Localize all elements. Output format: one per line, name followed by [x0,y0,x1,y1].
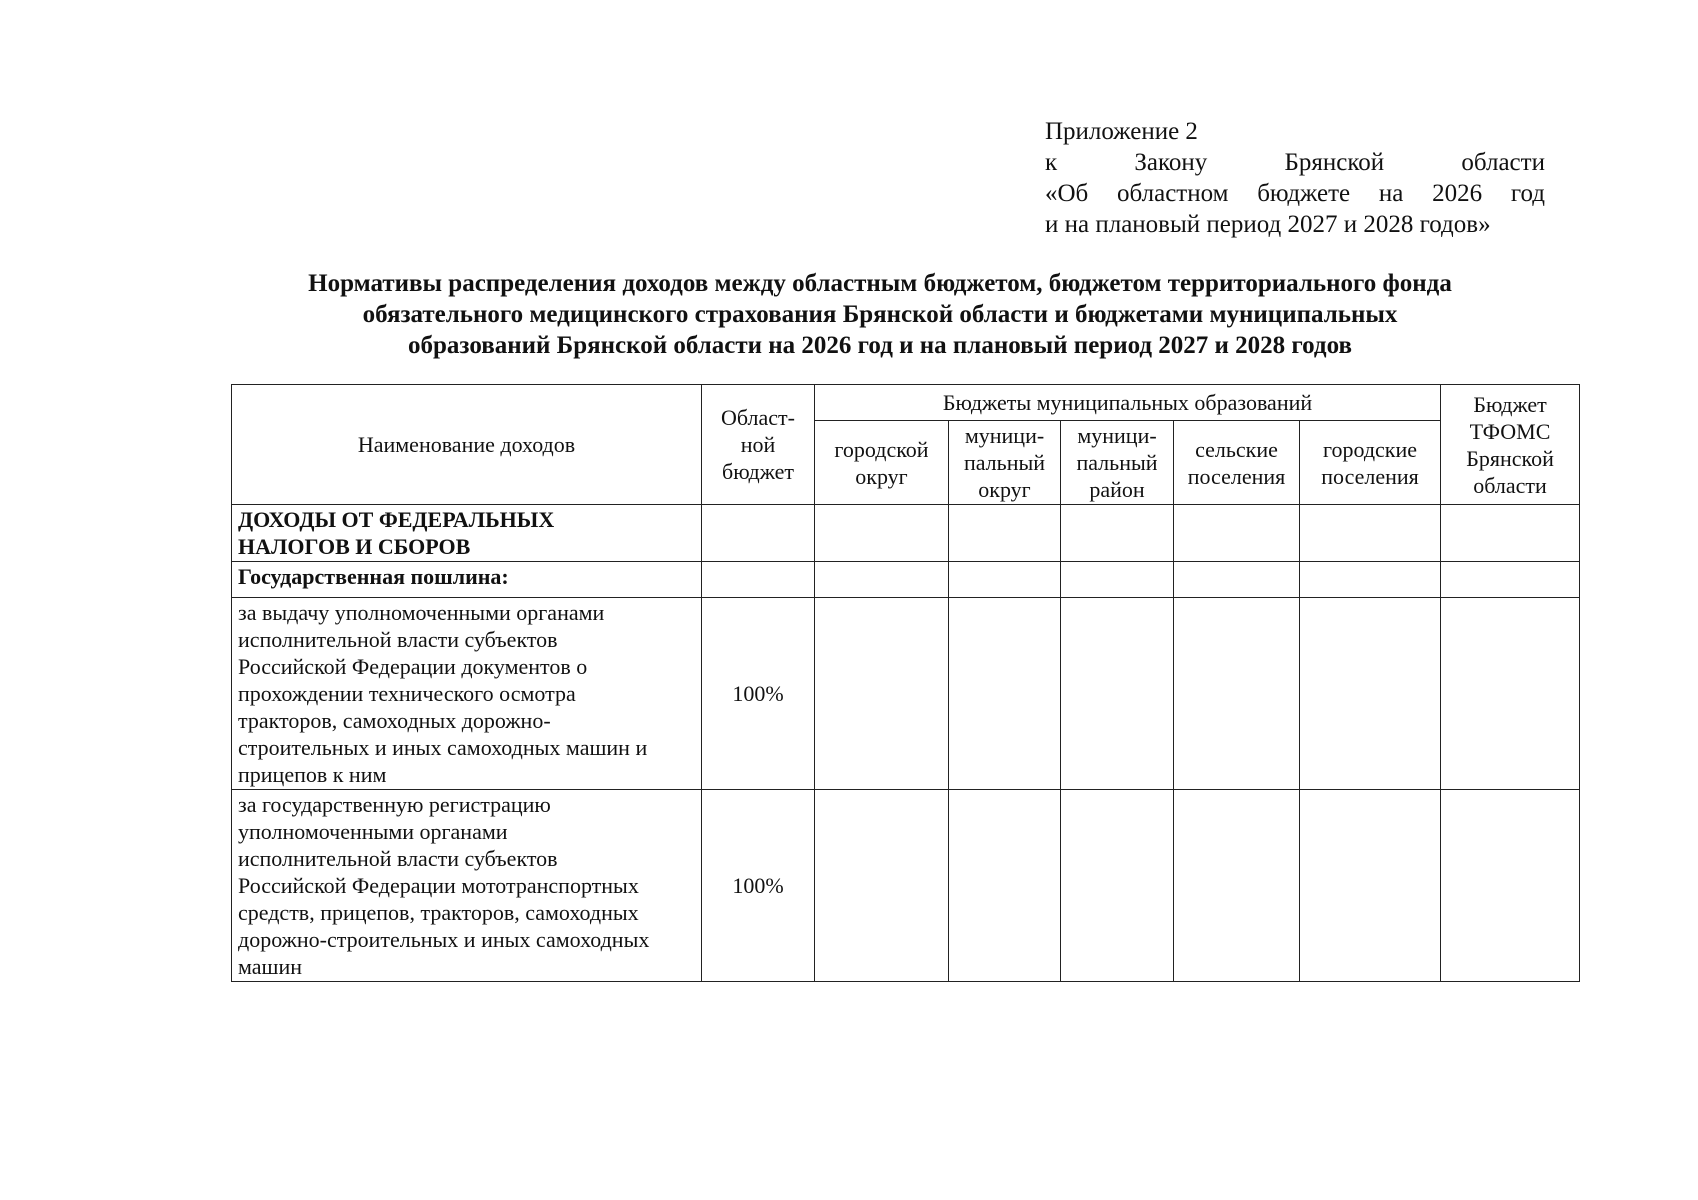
regional-value-cell: 100% [702,790,815,982]
income-name-cell: за государственную регистрацию уполномоченными органами исполнительной власти субъектов Российской Федерации мототранспортных средств, прицепов, тракторов, самоходных дорожно-строительных и иных самоходных машин [232,790,702,982]
municipal-okrug-value-cell [949,505,1061,562]
title-line: обязательного медицинского страхования Брянской области и бюджетами муниципальных [362,301,1398,328]
rural-value-cell [1174,790,1300,982]
header-municipal-budgets: Бюджеты муниципальных образований [815,385,1441,421]
table-header-row [232,385,1580,421]
appendix-word: год [1510,180,1545,207]
header-municipal-raion: муници- пальный район [1061,421,1174,505]
header-city-district: городской округ [815,421,949,505]
revenue-distribution-table [231,384,1580,982]
tfoms-value-cell [1441,598,1580,790]
city-district-value-cell [815,505,949,562]
city-district-value-cell [815,598,949,790]
municipal-raion-value-cell [1061,598,1174,790]
appendix-word: на [1378,180,1404,207]
municipal-okrug-value-cell [949,562,1061,598]
income-name-cell: ДОХОДЫ ОТ ФЕДЕРАЛЬНЫХ НАЛОГОВ И СБОРОВ [232,505,702,562]
header-municipal-okrug: муници- пальный округ [949,421,1061,505]
tfoms-value-cell [1441,505,1580,562]
table-row [232,505,1580,562]
appendix-word: областном [1117,180,1229,207]
title-line: образований Брянской области на 2026 год и на плановый период 2027 и 2028 годов [408,332,1352,359]
income-name-cell: за выдачу уполномоченными органами исполнительной власти субъектов Российской Федерации документов о прохождении технического осмотра тракторов, самоходных дорожно- строительных и иных самоходных машин и прицепов к ним [232,598,702,790]
appendix-header [1045,116,1545,240]
municipal-okrug-value-cell [949,598,1061,790]
table-row [232,562,1580,598]
municipal-raion-value-cell [1061,790,1174,982]
urban-value-cell [1300,790,1441,982]
header-regional-budget: Област- ной бюджет [702,385,815,505]
rural-value-cell [1174,562,1300,598]
appendix-law-line [1045,147,1545,178]
municipal-raion-value-cell [1061,505,1174,562]
regional-value-cell: 100% [702,598,815,790]
appendix-word: бюджете [1257,180,1351,207]
appendix-law-title-line [1045,178,1545,209]
header-income-name: Наименование доходов [232,385,702,505]
header-tfoms-budget: Бюджет ТФОМС Брянской области [1441,385,1580,505]
appendix-word: Брянской [1284,149,1385,176]
municipal-okrug-value-cell [949,790,1061,982]
income-name-cell: Государственная пошлина: [232,562,702,598]
municipal-raion-value-cell [1061,562,1174,598]
urban-value-cell [1300,505,1441,562]
urban-value-cell [1300,598,1441,790]
appendix-word: 2026 [1432,180,1483,207]
appendix-number: Приложение 2 [1045,118,1198,145]
appendix-word: Закону [1134,149,1208,176]
rural-value-cell [1174,505,1300,562]
appendix-law-period-line: и на плановый период 2027 и 2028 годов» [1045,211,1491,238]
table-row [232,790,1580,982]
city-district-value-cell [815,790,949,982]
title-line: Нормативы распределения доходов между областным бюджетом, бюджетом территориального фонда [308,270,1452,297]
header-urban-settlements: городские поселения [1300,421,1441,505]
urban-value-cell [1300,562,1441,598]
tfoms-value-cell [1441,790,1580,982]
city-district-value-cell [815,562,949,598]
regional-value-cell [702,562,815,598]
tfoms-value-cell [1441,562,1580,598]
regional-value-cell [702,505,815,562]
appendix-word: к [1045,149,1058,176]
header-rural-settlements: сельские поселения [1174,421,1300,505]
appendix-word: области [1461,149,1545,176]
document-title [200,268,1560,361]
rural-value-cell [1174,598,1300,790]
appendix-word: «Об [1045,180,1089,207]
table-row [232,598,1580,790]
